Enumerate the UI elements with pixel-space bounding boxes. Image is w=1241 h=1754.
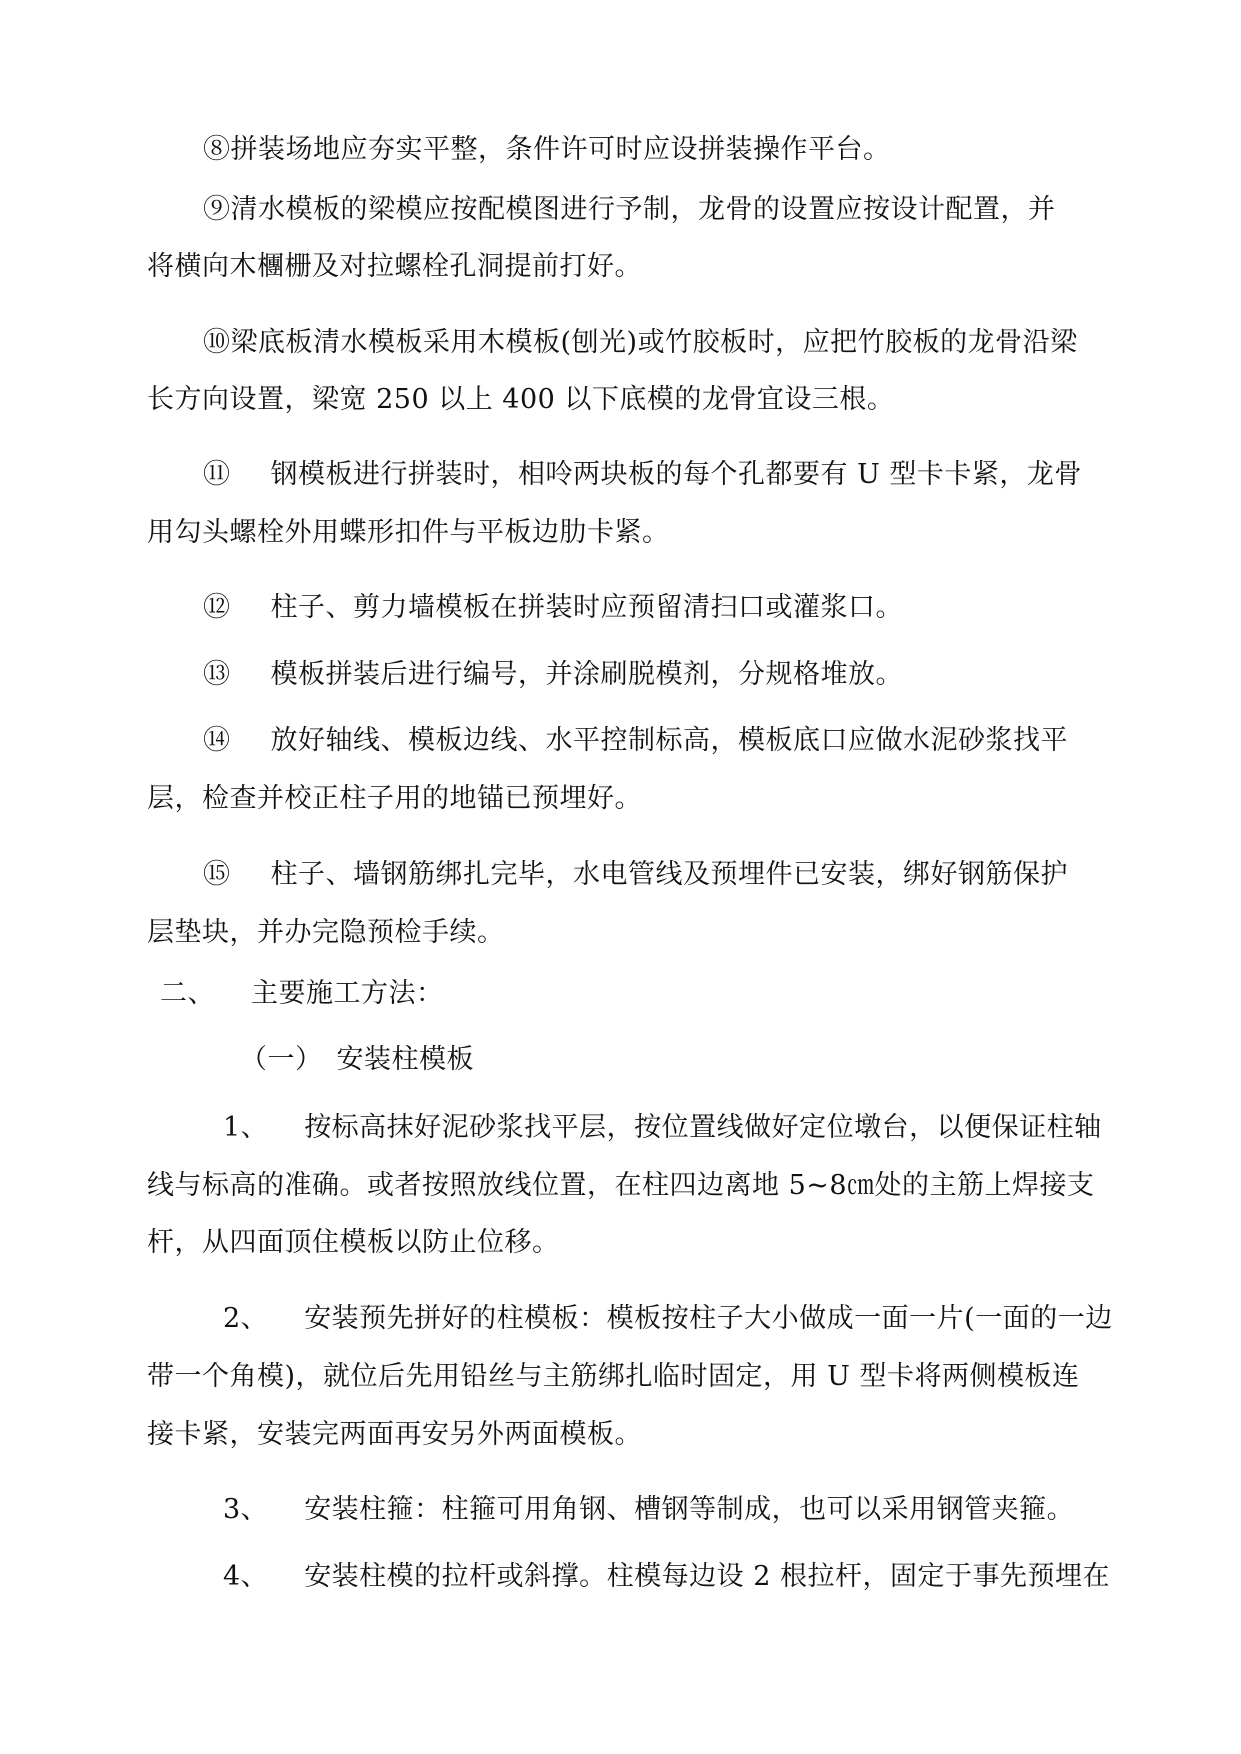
step-1-line-3: [147, 1223, 560, 1263]
paragraph-text: 模板拼装后进行编号，并涂刷脱模剂，分规格堆放。: [270, 659, 903, 690]
paragraph-15-line-1: [203, 855, 1068, 895]
paragraph-text: 钢模板进行拼装时，相呤两块板的每个孔都要有 U 型卡卡紧，龙骨: [270, 459, 1082, 490]
step-1-line-1: [223, 1108, 1102, 1148]
paragraph-14-line-1: [203, 721, 1068, 761]
paragraph-14-line-2: [147, 779, 642, 819]
paragraph-text: 放好轴线、模板边线、水平控制标高，模板底口应做水泥砂浆找平: [270, 725, 1068, 756]
item-number: ⑫: [203, 592, 231, 623]
step-number: 4、: [223, 1561, 269, 1592]
paragraph-text: 用勾头螺栓外用蝶形扣件与平板边肋卡紧。: [147, 517, 670, 548]
paragraph-text: 安装柱模的拉杆或斜撑。柱模每边设 2 根拉杆，固定于事先预埋在: [304, 1561, 1111, 1592]
item-number: ⑬: [203, 659, 231, 690]
section-title: 主要施工方法：: [251, 978, 444, 1009]
step-number: 1、: [223, 1112, 269, 1143]
paragraph-13: [203, 655, 903, 695]
paragraph-text: 长方向设置，梁宽 250 以上 400 以下底模的龙骨宜设三根。: [147, 384, 895, 415]
paragraph-9-line-2: [147, 247, 642, 287]
paragraph-text: ⑨清水模板的梁模应按配模图进行予制，龙骨的设置应按设计配置，并: [203, 194, 1056, 225]
step-2-line-1: [223, 1299, 1113, 1339]
step-number: 2、: [223, 1303, 269, 1334]
section-number: 二、: [160, 978, 215, 1009]
paragraph-text: 层垫块，并办完隐预检手续。: [147, 917, 505, 948]
paragraph-text: 带一个角模)，就位后先用铅丝与主筋绑扎临时固定，用 U 型卡将两侧模板连: [147, 1361, 1080, 1392]
paragraph-text: 层，检查并校正柱子用的地锚已预埋好。: [147, 783, 642, 814]
paragraph-15-line-2: [147, 913, 505, 953]
paragraph-text: 柱子、剪力墙模板在拼装时应预留清扫口或灌浆口。: [270, 592, 903, 623]
step-3: [223, 1490, 1074, 1530]
subsection-title: 安装柱模板: [336, 1044, 474, 1075]
paragraph-text: ⑩梁底板清水模板采用木模板(刨光)或竹胶板时，应把竹胶板的龙骨沿梁: [203, 327, 1078, 358]
paragraph-text: 柱子、墙钢筋绑扎完毕，水电管线及预埋件已安装，绑好钢筋保护: [270, 859, 1068, 890]
paragraph-text: 杆，从四面顶住模板以防止位移。: [147, 1227, 560, 1258]
paragraph-11-line-1: [203, 455, 1082, 495]
subsection-number: （一）: [240, 1044, 323, 1075]
item-number: ⑮: [203, 859, 231, 890]
item-number: ⑪: [203, 459, 231, 490]
paragraph-text: 线与标高的准确。或者按照放线位置，在柱四边离地 5~8㎝处的主筋上焊接支: [147, 1170, 1095, 1201]
paragraph-10-line-2: [147, 380, 894, 420]
paragraph-text: 接卡紧，安装完两面再安另外两面模板。: [147, 1419, 642, 1450]
step-2-line-3: [147, 1415, 642, 1455]
paragraph-text: ⑧拼装场地应夯实平整，条件许可时应设拼装操作平台。: [203, 134, 891, 165]
step-2-line-2: [147, 1357, 1079, 1397]
paragraph-8: [203, 130, 891, 170]
paragraph-text: 安装柱箍：柱箍可用角钢、槽钢等制成，也可以采用钢管夹箍。: [304, 1494, 1075, 1525]
paragraph-11-line-2: [147, 513, 670, 553]
paragraph-text: 将横向木檲栅及对拉螺栓孔洞提前打好。: [147, 251, 642, 282]
paragraph-9-line-1: [203, 190, 1056, 230]
section-heading-2: [160, 974, 444, 1014]
step-number: 3、: [223, 1494, 269, 1525]
subsection-heading-1: [240, 1040, 474, 1080]
item-number: ⑭: [203, 725, 231, 756]
paragraph-12: [203, 588, 903, 628]
step-4: [223, 1557, 1110, 1597]
paragraph-text: 安装预先拼好的柱模板：模板按柱子大小做成一面一片(一面的一边: [304, 1303, 1113, 1334]
paragraph-text: 按标高抹好泥砂浆找平层，按位置线做好定位墩台，以便保证柱轴: [304, 1112, 1102, 1143]
paragraph-10-line-1: [203, 323, 1078, 363]
step-1-line-2: [147, 1166, 1095, 1206]
